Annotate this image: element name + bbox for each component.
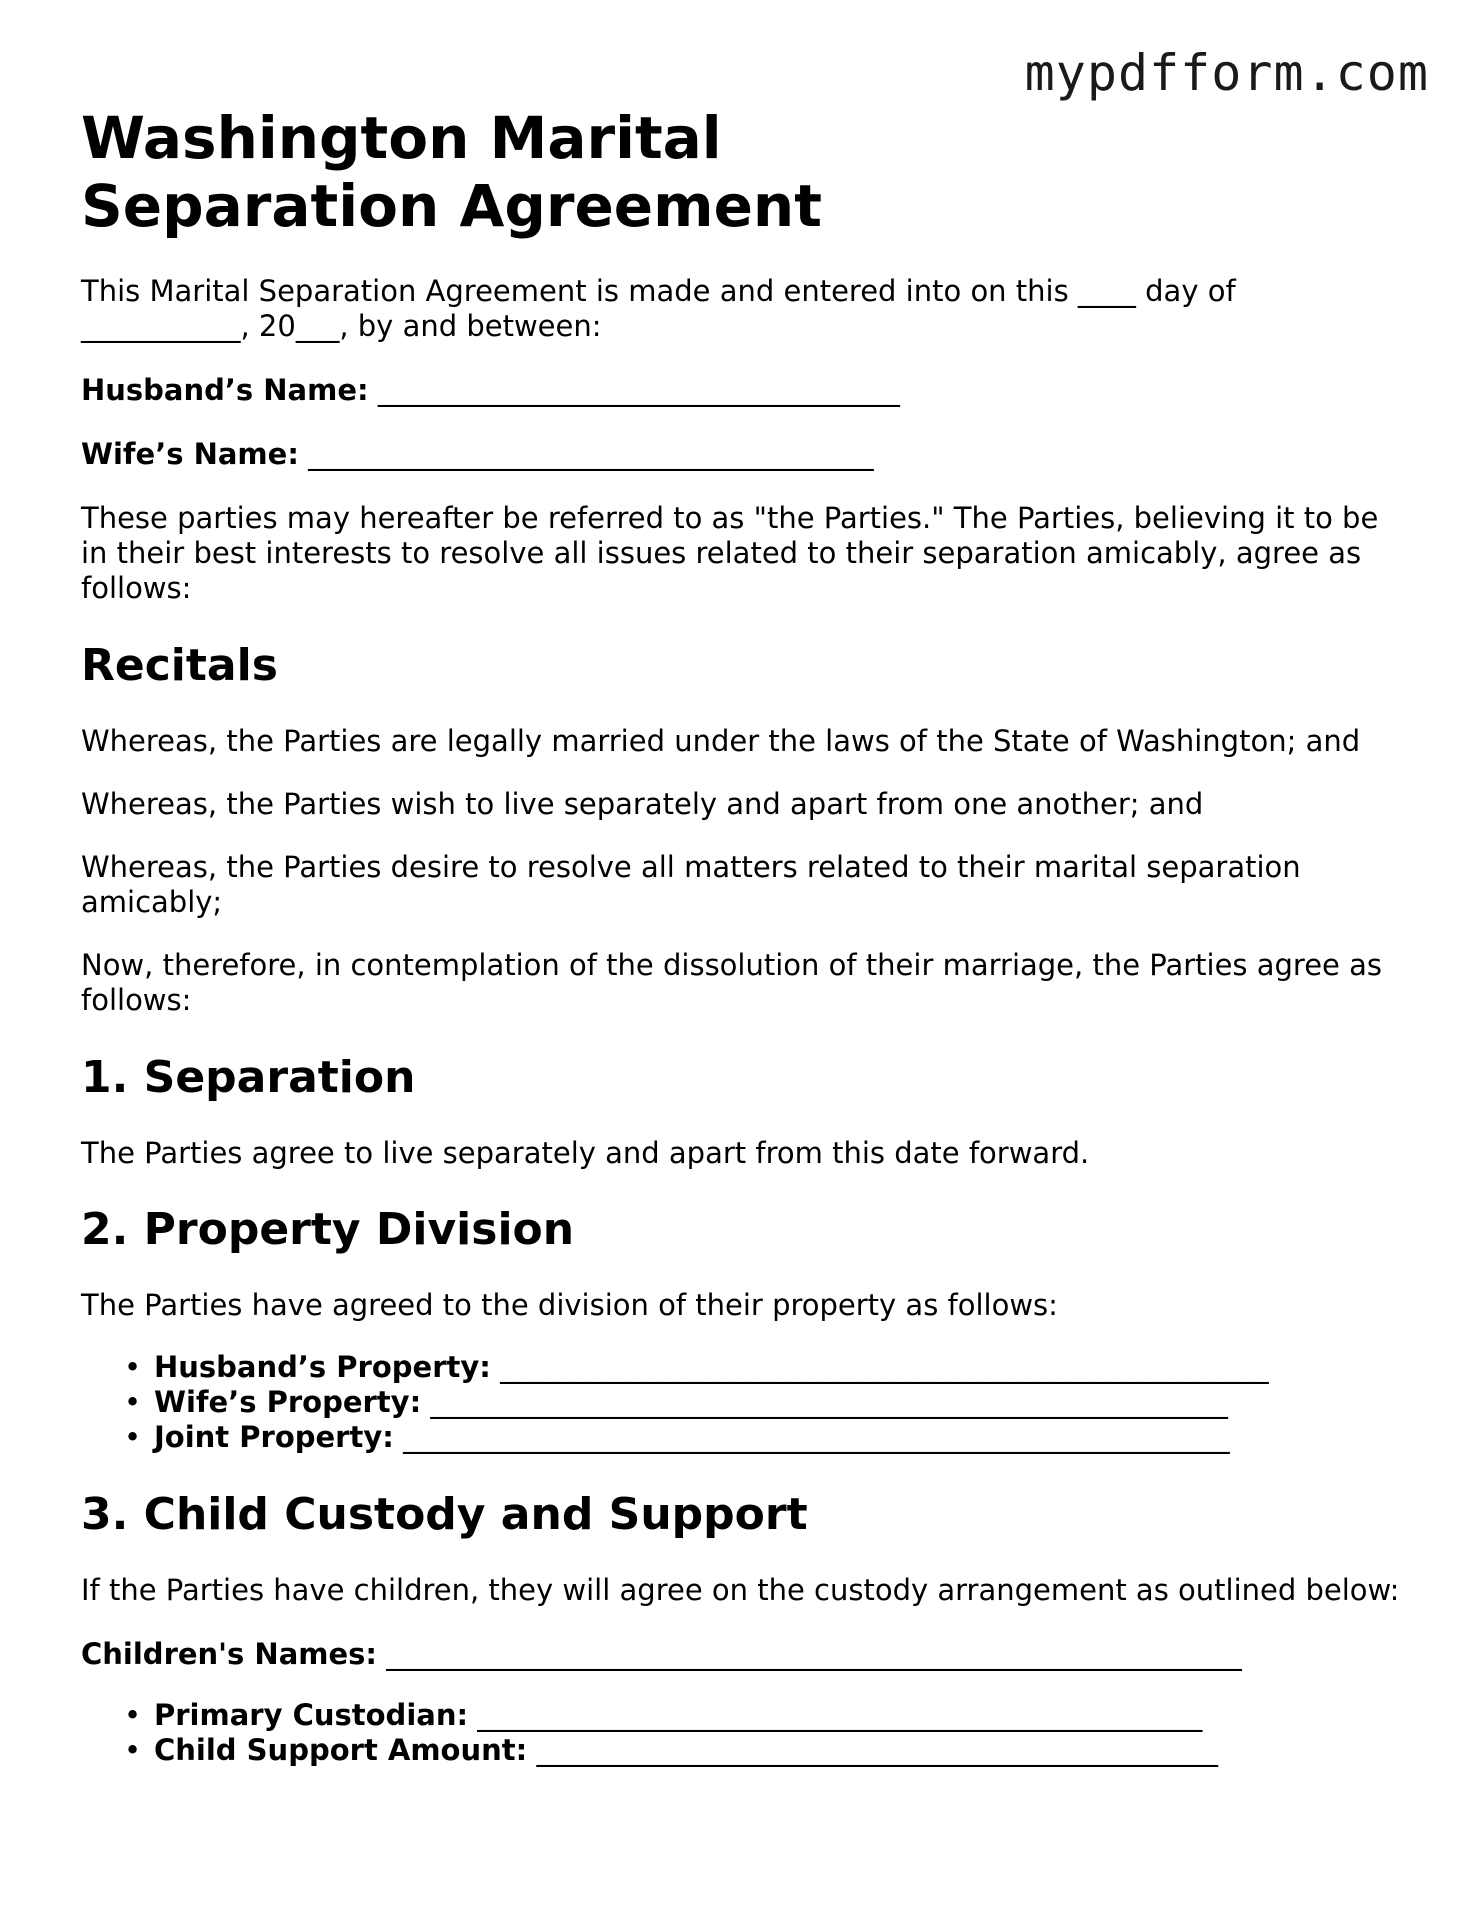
list-item (124, 1733, 1411, 1768)
section-custody-heading: 3. Child Custody and Support (81, 1489, 808, 1540)
property-list (81, 1350, 1411, 1455)
husband-property-blank[interactable]: _____________________________________________________ (500, 1350, 1269, 1384)
bullet-icon: • (124, 1350, 142, 1384)
section-separation-heading: 1. Separation (81, 1052, 416, 1103)
parties-paragraph: These parties may hereafter be referred to as "the Parties." The Parties, believing it to be in their best interests to resolve all issues related to their separation amicably, agree as follows: (81, 501, 1379, 605)
wife-name-field (81, 437, 1411, 472)
children-names-field (81, 1637, 1411, 1672)
section-property-text: The Parties have agreed to the division of their property as follows: (81, 1288, 1058, 1322)
wife-name-label: Wife’s Name: (81, 437, 299, 471)
list-item (124, 1698, 1411, 1733)
joint-property-label: Joint Property: (154, 1420, 394, 1454)
site-watermark: mypdfform.com (1024, 44, 1429, 102)
wife-property-label: Wife’s Property: (154, 1385, 422, 1419)
child-support-label: Child Support Amount: (154, 1733, 528, 1767)
section-custody-text: If the Parties have children, they will agree on the custody arrangement as outlined below: (81, 1573, 1400, 1607)
bullet-icon: • (124, 1385, 142, 1419)
recitals-heading: Recitals (81, 640, 278, 691)
bullet-icon: • (124, 1698, 142, 1732)
primary-custodian-blank[interactable]: __________________________________________________ (477, 1698, 1203, 1732)
document-page (81, 104, 1411, 1768)
husband-name-blank[interactable]: ____________________________________ (377, 373, 900, 407)
joint-property-blank[interactable]: _________________________________________________________ (403, 1420, 1230, 1454)
section-property-heading: 2. Property Division (81, 1204, 575, 1255)
primary-custodian-label: Primary Custodian: (154, 1698, 469, 1732)
children-names-blank[interactable]: ___________________________________________________________ (386, 1637, 1242, 1671)
recital-item: Whereas, the Parties desire to resolve all matters related to their marital separation amicably; (81, 850, 1301, 919)
list-item (124, 1420, 1411, 1455)
husband-name-field (81, 373, 1411, 408)
recital-item: Now, therefore, in contemplation of the dissolution of their marriage, the Parties agree as follows: (81, 948, 1382, 1017)
list-item (124, 1385, 1411, 1420)
recital-item: Whereas, the Parties are legally married under the laws of the State of Washington; and (81, 724, 1361, 758)
child-support-blank[interactable]: _______________________________________________ (536, 1733, 1218, 1767)
husband-name-label: Husband’s Name: (81, 373, 369, 407)
bullet-icon: • (124, 1733, 142, 1767)
husband-property-label: Husband’s Property: (154, 1350, 491, 1384)
custody-list (81, 1698, 1411, 1768)
recital-item: Whereas, the Parties wish to live separately and apart from one another; and (81, 787, 1204, 821)
wife-property-blank[interactable]: _______________________________________________________ (430, 1385, 1228, 1419)
children-names-label: Children's Names: (81, 1637, 378, 1671)
bullet-icon: • (124, 1420, 142, 1454)
list-item (124, 1350, 1411, 1385)
wife-name-blank[interactable]: _______________________________________ (308, 437, 874, 471)
section-separation-text: The Parties agree to live separately and apart from this date forward. (81, 1136, 1090, 1170)
intro-paragraph: This Marital Separation Agreement is made and entered into on this ____ day of ___________, 20___, by and between: (81, 274, 1236, 343)
page-title: Washington Marital Separation Agreement (81, 104, 822, 240)
